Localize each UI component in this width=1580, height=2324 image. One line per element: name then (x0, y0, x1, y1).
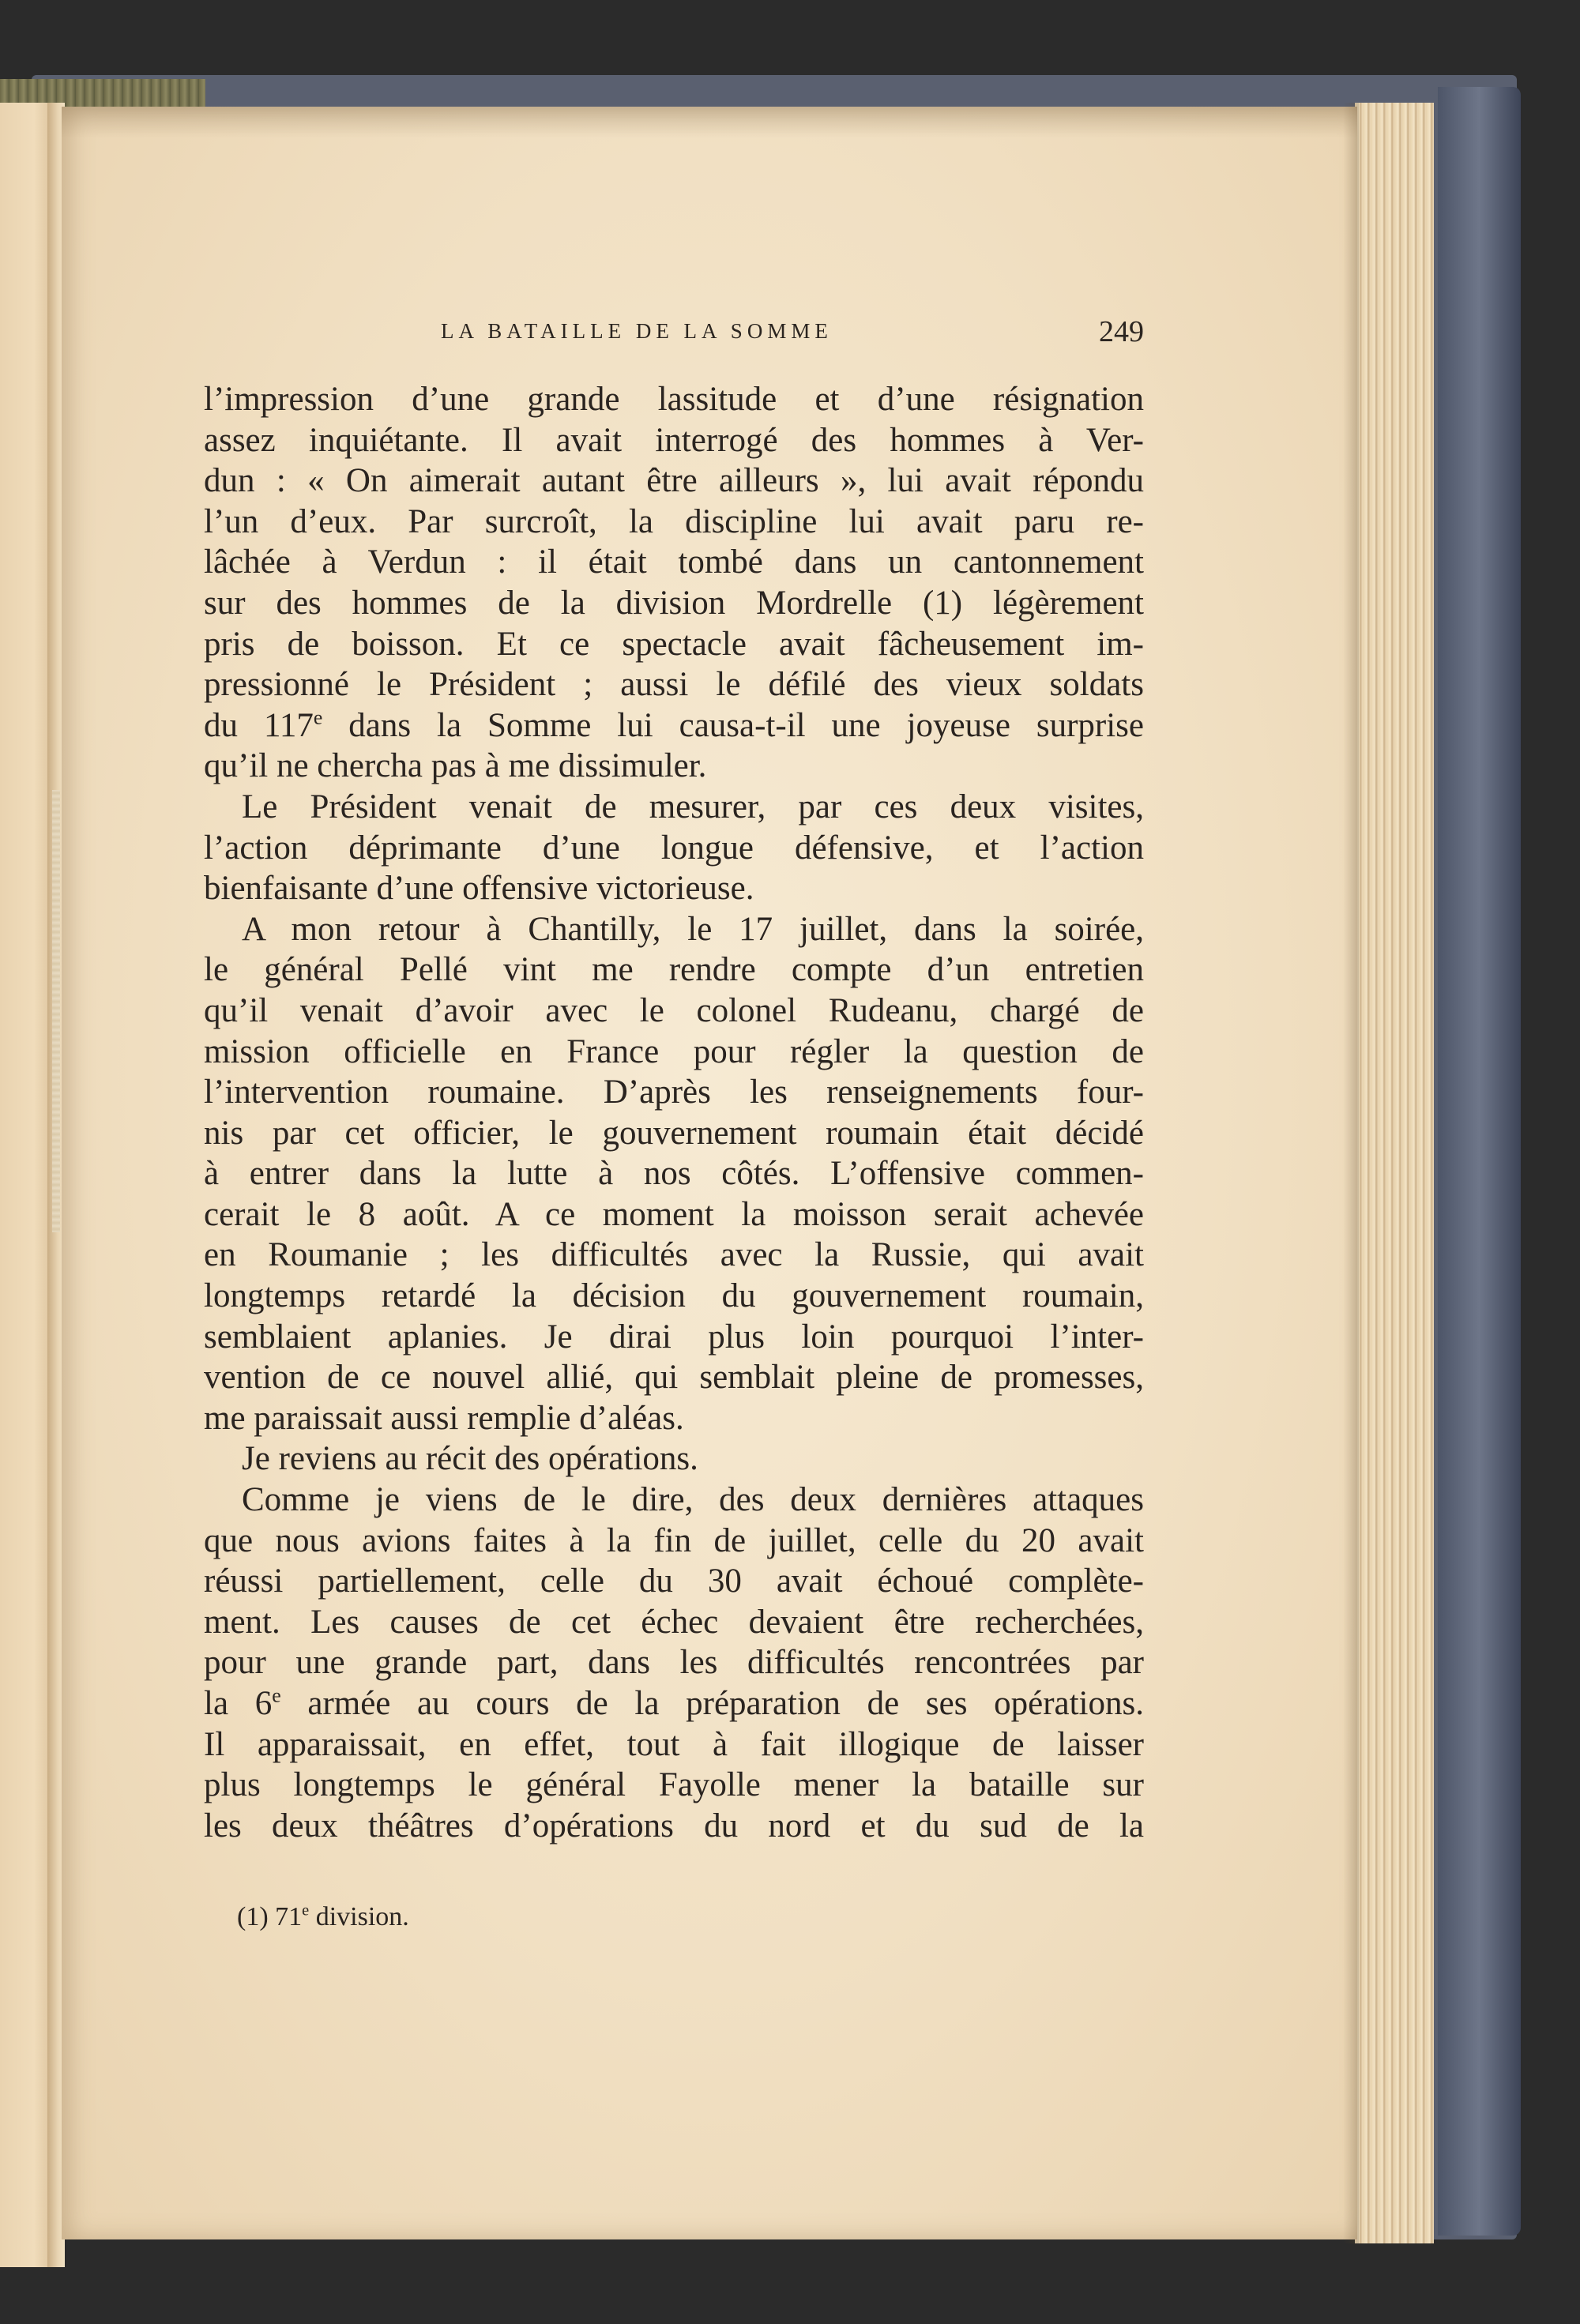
text-line: lâchée à Verdun : il était tombé dans un cantonnement (204, 543, 1144, 581)
page-shadow (1343, 103, 1359, 2243)
cover-edge (1438, 87, 1521, 2236)
page-top-shadow (62, 107, 1357, 138)
text-line: vention de ce nouvel allié, qui semblait pleine de promesses, (204, 1359, 1144, 1397)
text-line: ment. Les causes de cet échec devaient être recherchées, (204, 1603, 1144, 1641)
text-line: l’un d’eux. Par surcroît, la discipline lui avait paru re- (204, 502, 1144, 540)
text-line: bienfaisante d’une offensive victorieuse. (204, 870, 754, 908)
text-fragment: du 117 (204, 706, 314, 744)
text-line: dun : « On aimerait autant être ailleurs », lui avait répondu (204, 462, 1144, 500)
text-line: que nous avions faites à la fin de juillet, celle du 20 avait (204, 1521, 1144, 1559)
text-line: pressionné le Président ; aussi le défilé des vieux soldats (204, 666, 1144, 704)
text-line: en Roumanie ; les difficultés avec la Russie, qui avait (204, 1236, 1144, 1274)
text-line: le général Pellé vint me rendre compte d’un entretien (204, 951, 1144, 989)
text-line: réussi partiellement, celle du 30 avait échoué complète- (204, 1562, 1144, 1600)
text-line: sur des hommes de la division Mordrelle (1) légèrement (204, 584, 1144, 622)
text-line-with-ordinal (204, 1683, 1144, 1724)
footnote-text: division. (309, 1902, 409, 1931)
text-line: me paraissait aussi remplie d’aléas. (204, 1399, 684, 1437)
ordinal-superscript: e (272, 1683, 281, 1707)
page-number: 249 (1099, 315, 1144, 348)
text-line: qu’il venait d’avoir avec le colonel Rudeanu, chargé de (204, 991, 1144, 1029)
text-line: semblaient aplanies. Je dirai plus loin pourquoi l’inter- (204, 1318, 1144, 1356)
body-text (204, 379, 1144, 1846)
text-line: longtemps retardé la décision du gouvernement roumain, (204, 1277, 1144, 1315)
text-line-with-ordinal (204, 705, 1144, 746)
paragraph-line: Je reviens au récit des opérations. (242, 1440, 698, 1478)
text-line: assez inquiétante. Il avait interrogé des hommes à Ver- (204, 421, 1144, 459)
text-line: pour une grande part, dans les difficultés rencontrées par (204, 1644, 1144, 1682)
running-head-title: LA BATAILLE DE LA SOMME (441, 319, 833, 343)
text-line: mission officielle en France pour régler la question de (204, 1032, 1144, 1070)
text-line: à entrer dans la lutte à nos côtés. L’offensive commen- (204, 1155, 1144, 1193)
paragraph-start-line: Comme je viens de le dire, des deux dernières attaques (242, 1481, 1144, 1519)
text-line: qu’il ne chercha pas à me dissimuler. (204, 747, 707, 785)
text-line: cerait le 8 août. A ce moment la moisson serait achevée (204, 1195, 1144, 1233)
binding-thread (52, 790, 60, 1232)
ordinal-superscript: e (313, 705, 323, 729)
footnote (237, 1902, 409, 1932)
paragraph-start-line: Le Président venait de mesurer, par ces deux visites, (242, 788, 1144, 825)
ordinal-superscript: e (302, 1901, 310, 1920)
text-line: l’action déprimante d’une longue défensive, et l’action (204, 829, 1144, 867)
text-line: Il apparaissait, en effet, tout à fait illogique de laisser (204, 1725, 1144, 1763)
text-line: plus longtemps le général Fayolle mener la bataille sur (204, 1766, 1144, 1804)
text-line: nis par cet officier, le gouvernement roumain était décidé (204, 1114, 1144, 1152)
text-fragment: armée au cours de la préparation de ses opérations. (280, 1685, 1144, 1722)
text-line: l’intervention roumaine. D’après les renseignements four- (204, 1074, 1144, 1111)
page-stack-edge (1355, 103, 1434, 2243)
text-fragment: dans la Somme lui causa-t-il une joyeuse surprise (322, 706, 1144, 744)
text-fragment: la 6 (204, 1685, 273, 1722)
text-line: pris de boisson. Et ce spectacle avait fâcheusement im- (204, 625, 1144, 663)
footnote-number: (1) 71 (237, 1902, 303, 1931)
paragraph-start-line: A mon retour à Chantilly, le 17 juillet, dans la soirée, (242, 910, 1144, 948)
text-line: les deux théâtres d’opérations du nord et du sud de la (204, 1807, 1144, 1845)
text-line: l’impression d’une grande lassitude et d’une résignation (204, 381, 1144, 418)
running-head (204, 314, 1144, 354)
